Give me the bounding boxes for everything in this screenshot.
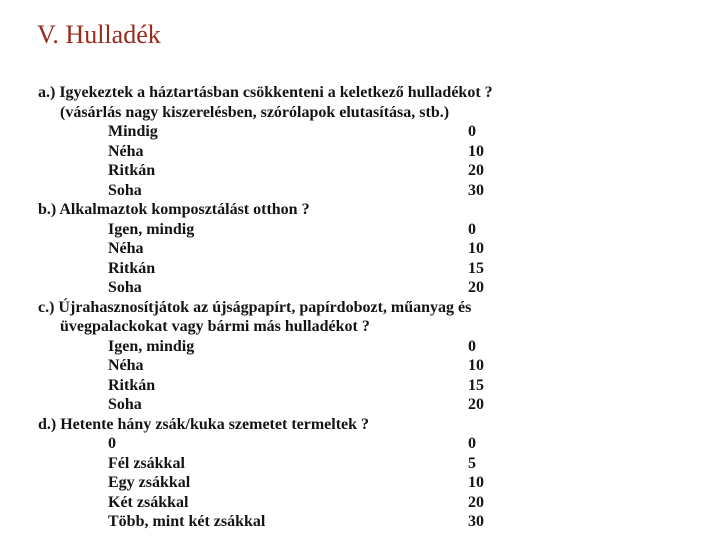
question-a [38,83,658,200]
option-score: 0 [468,435,476,452]
option-score: 15 [468,259,484,277]
option-label: Ritkán [108,376,156,394]
option-label: Ritkán [108,162,156,179]
option-label: Igen, mindig [108,220,195,238]
option-label: 0 [108,435,116,452]
option-label: Ritkán [108,259,156,277]
question-text: a.) Igyekeztek a háztartásban csökkenteni a keletkező hulladékot ? [38,84,493,101]
question-c [38,298,658,415]
option-label: Egy zsákkal [108,474,191,491]
option-label: Soha [108,279,142,296]
option-row [38,142,658,162]
option-score: 0 [468,337,476,355]
question-text: c.) Újrahasznosítjátok az újságpapírt, papírdobozt, műanyag és [38,298,472,316]
question-b [38,200,658,298]
option-row [38,122,658,142]
option-row [38,376,658,396]
option-score: 15 [468,376,484,394]
option-row [38,181,658,201]
option-row [38,454,658,474]
option-label: Több, mint két zsákkal [108,513,266,530]
option-row [38,239,658,259]
option-label: Soha [108,396,142,413]
option-label: Néha [108,142,144,160]
option-label: Néha [108,240,144,257]
option-row [38,473,658,493]
option-row [38,493,658,513]
option-score: 5 [468,454,476,472]
option-score: 10 [468,240,484,257]
option-row [38,259,658,279]
option-row [38,356,658,376]
option-score: 30 [468,513,484,530]
option-score: 20 [468,162,484,179]
option-row [38,278,658,298]
option-label: Igen, mindig [108,337,195,355]
option-row [38,220,658,240]
page-title: V. Hulladék [37,20,161,49]
option-row [38,161,658,181]
option-score: 10 [468,142,484,160]
option-score: 10 [468,474,484,491]
option-row [38,512,658,532]
question-text: b.) Alkalmaztok komposztálást otthon ? [38,201,310,218]
option-score: 0 [468,123,476,140]
option-label: Mindig [108,123,158,140]
option-row [38,337,658,357]
question-text: üvegpalackokat vagy bármi más hulladékot ? [60,318,370,335]
option-score: 0 [468,220,476,238]
question-d [38,415,658,532]
option-label: Fél zsákkal [108,454,185,472]
option-score: 20 [468,279,484,296]
question-text: (vásárlás nagy kiszerelésben, szórólapok elutasítása, stb.) [60,103,450,121]
option-label: Két zsákkal [108,493,189,511]
option-score: 30 [468,181,484,199]
option-score: 10 [468,357,484,374]
option-label: Soha [108,181,142,199]
survey-content [38,83,658,532]
option-score: 20 [468,396,484,413]
option-row [38,395,658,415]
option-row [38,434,658,454]
question-text: d.) Hetente hány zsák/kuka szemetet termeltek ? [38,415,370,433]
option-label: Néha [108,357,144,374]
option-score: 20 [468,493,484,511]
